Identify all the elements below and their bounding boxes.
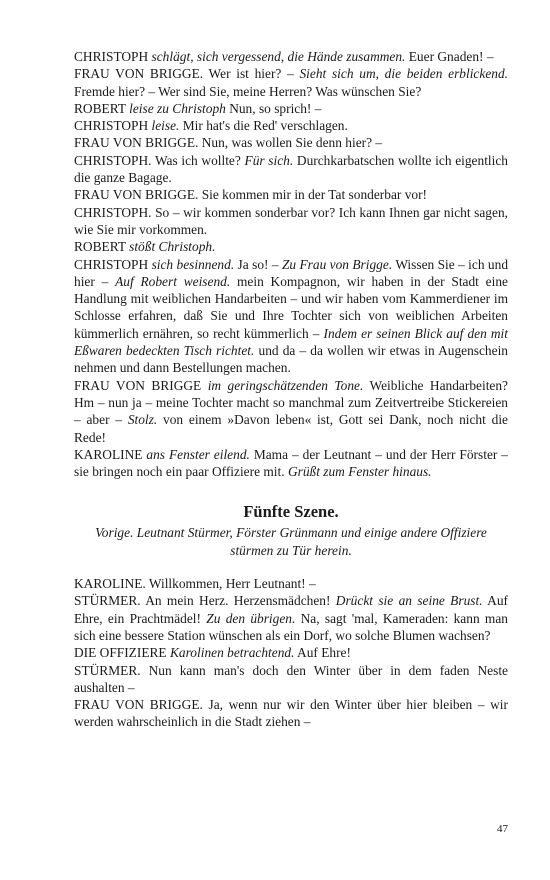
spoken-text: FRAU VON BRIGGE (74, 377, 208, 393)
stage-direction: Stolz. (127, 412, 158, 428)
dialogue-paragraph (74, 117, 508, 134)
stage-direction: im geringschätzenden Tone. (207, 377, 364, 393)
stage-direction: Indem er seinen Blick auf den mit Eßwaren bedeckten Tisch richtet. (74, 325, 508, 359)
stage-direction: Karolinen betrachtend. (169, 645, 295, 661)
spoken-text: Auf Ehre! (294, 645, 351, 661)
dialogue-paragraph (74, 134, 508, 151)
dialogue-paragraph (74, 644, 508, 661)
spoken-text: Ja so! – (234, 256, 282, 272)
spoken-text: Mir hat's die Red' verschlagen. (179, 118, 348, 134)
stage-direction: Auf Robert weisend. (115, 273, 231, 289)
stage-direction: Grüßt zum Fenster hinaus. (287, 464, 432, 480)
dialogue-paragraph (74, 152, 508, 187)
spoken-text: CHRISTOPH. Was ich wollte? (74, 152, 245, 168)
stage-direction: leise zu Christoph (129, 100, 226, 116)
spacer (74, 559, 508, 575)
stage-direction: schlägt, sich vergessend, die Hände zusammen. (151, 49, 406, 64)
dialogue-paragraph (74, 204, 508, 239)
dialogue-paragraph (74, 575, 508, 592)
spoken-text: mein Kompagnon, wir haben in der Stadt eine Handlung mit weiblichen Handarbeiten – und wir haben vom Kammerdiener im Schlosse erfahren, daß Sie und Ihre Tochter sich von weiblichen Arbeiten kümmerlich ernähren, so recht kümmerlich – (74, 273, 508, 341)
stage-direction: Zu den übrigen. (206, 610, 296, 626)
dialogue-paragraph (74, 256, 508, 377)
dialogue-paragraph (74, 592, 508, 644)
scene-heading: Fünfte Szene. (243, 502, 339, 522)
spoken-text: KAROLINE. Willkommen, Herr Leutnant! – (74, 576, 316, 592)
spoken-text: von einem »Davon leben« ist, Gott sei Dank, noch nicht die Rede! (74, 412, 508, 445)
spoken-text: Na, sagt 'mal, Kameraden: kann man sich eine bessere Station wünschen als ein Dorf, wo solche Blumen wachsen? (74, 610, 508, 643)
spoken-text: Durchkarbatschen wollte ich eigentlich die ganze Bagage. (74, 152, 508, 186)
spoken-text: STÜRMER. Nun kann man's doch den Winter über in dem faden Neste aushalten – (74, 662, 508, 695)
dialogue-paragraph (74, 446, 508, 481)
dialogue-paragraph (74, 696, 508, 731)
dialogue-paragraph (74, 662, 508, 697)
spoken-text: CHRISTOPH. So – wir kommen sonderbar vor? Ich kann Ihnen gar nicht sagen, wie Sie mir vorkommen. (74, 204, 508, 237)
spoken-text: CHRISTOPH (74, 49, 152, 64)
spoken-text: KAROLINE (74, 446, 147, 462)
spoken-text: Fremde hier? – Wer sind Sie, meine Herren? Was wünschen Sie? (74, 83, 422, 99)
dialogue-paragraph (74, 377, 508, 446)
stage-direction: Zu Frau von Brigge. (281, 256, 393, 272)
spoken-text: ROBERT (74, 100, 130, 116)
stage-direction: Drückt sie an seine Brust. (335, 593, 483, 609)
dialogue-paragraph (74, 186, 508, 203)
spoken-text: STÜRMER. An mein Herz. Herzensmädchen! (74, 593, 336, 609)
stage-direction: sich besinnend. (151, 256, 235, 272)
page-body (74, 48, 508, 731)
spoken-text: CHRISTOPH (74, 118, 152, 134)
stage-direction: leise. (151, 118, 180, 134)
spoken-text: FRAU VON BRIGGE. Ja, wenn nur wir den Winter über hier bleiben – wir werden wahrscheinlich in die Stadt ziehen – (74, 697, 508, 730)
dialogue-paragraph (74, 238, 508, 255)
spoken-text: FRAU VON BRIGGE. Nun, was wollen Sie denn hier? – (74, 135, 383, 151)
spoken-text: Mama – der Leutnant – und der Herr Förster – sie bringen noch ein paar Offiziere mit. (74, 446, 508, 480)
stage-direction: stößt Christoph. (129, 239, 216, 255)
spoken-text: Wissen Sie – ich und hier – (74, 256, 509, 289)
scene-direction: Vorige. Leutnant Stürmer, Förster Grünmann und einige andere Offiziere stürmen zu Tür herein. (95, 525, 487, 558)
spoken-text: DIE OFFIZIERE (74, 645, 170, 661)
spoken-text: Euer Gnaden! – (405, 49, 494, 64)
spoken-text: CHRISTOPH (74, 256, 152, 272)
dialogue-paragraph (74, 48, 508, 65)
dialogue-paragraph (74, 100, 508, 117)
stage-direction: Für sich. (244, 152, 294, 168)
spoken-text: und da – da wollen wir etwas in Augenschein nehmen und dann Bestellungen machen. (74, 343, 508, 376)
spoken-text: Weibliche Handarbeiten? Hm – nun ja – meine Tochter macht so manchmal zum Zeitvertreibe Stickereien – aber – (74, 377, 508, 428)
spoken-text: Auf Ehre, ein Prachtmädel! (74, 593, 508, 626)
stage-direction: ans Fenster eilend. (146, 446, 250, 462)
page-number: 47 (497, 823, 508, 835)
spoken-text: FRAU VON BRIGGE. Sie kommen mir in der Tat sonderbar vor! (74, 187, 428, 203)
stage-direction: Sieht sich um, die beiden erblickend. (299, 66, 508, 82)
dialogue-block-2 (74, 575, 508, 731)
spoken-text: Nun, so sprich! – (225, 100, 322, 116)
spoken-text: FRAU VON BRIGGE. Wer ist hier? – (74, 66, 300, 82)
dialogue-paragraph (74, 65, 508, 100)
spoken-text: ROBERT (74, 239, 130, 255)
dialogue-block-1 (74, 48, 508, 480)
